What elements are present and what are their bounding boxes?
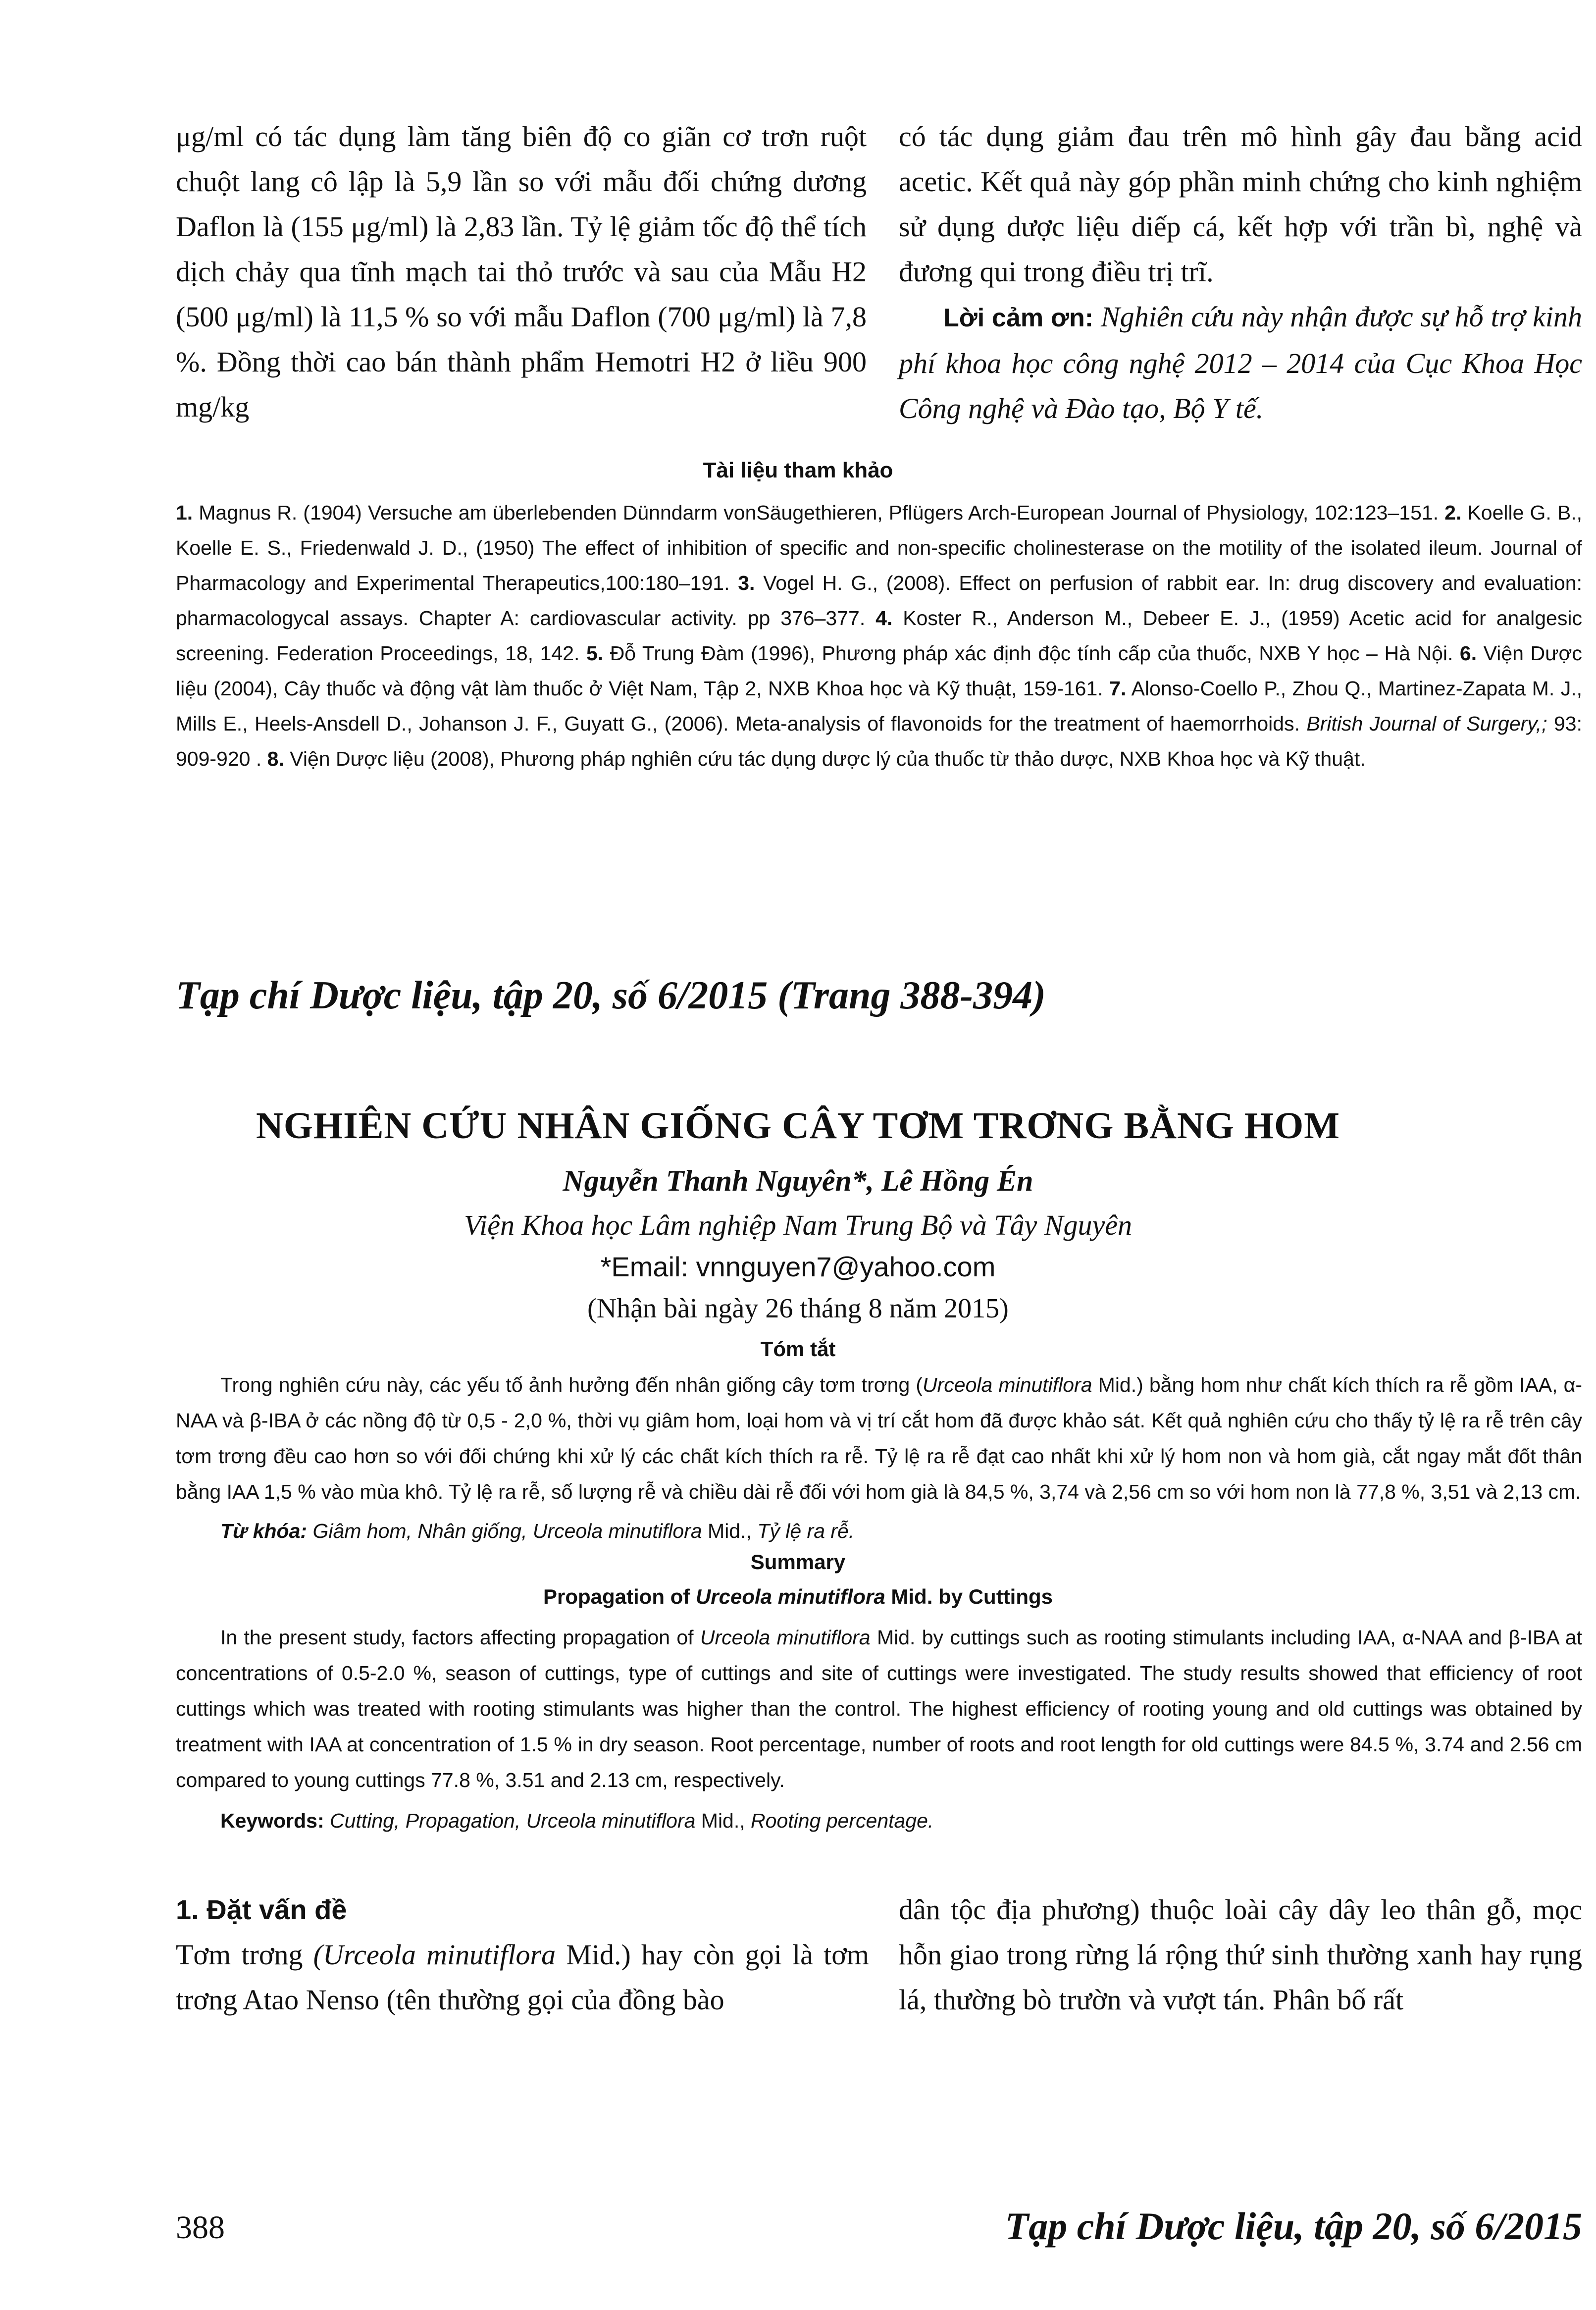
keywords-english xyxy=(220,1803,1582,1838)
journal-citation-line: Tạp chí Dược liệu, tập 20, số 6/2015 (Trang 388-394) xyxy=(176,974,1046,1017)
summary-heading: Summary xyxy=(750,1550,846,1574)
species-name: Urceola minutiflora xyxy=(923,1373,1092,1396)
section-paragraph xyxy=(176,1932,869,2022)
summary-title-part: Mid. by Cuttings xyxy=(885,1585,1053,1608)
top-left-text: μg/ml có tác dụng làm tăng biên độ co giãn cơ trơn ruột chuột lang cô lập là 5,9 lần so với mẫu đối chứng dương Daflon là (155 μg/ml) là 2,83 lần. Tỷ lệ giảm tốc độ thể tích dịch chảy qua tĩnh mạch tai thỏ trước và sau của Mẫu H2 (500 μg/ml) là 11,5 % so với mẫu Daflon (700 μg/ml) là 7,8 %. Đồng thời cao bán thành phẩm Hemotri H2 ở liều 900 mg/kg xyxy=(176,120,867,423)
abstract-heading: Tóm tắt xyxy=(760,1337,836,1361)
reference-number: 1. xyxy=(176,501,193,524)
references-list xyxy=(176,495,1582,777)
abstract-english xyxy=(176,1620,1582,1798)
reference-number: 7. xyxy=(1109,677,1127,700)
species-name: Urceola minutiflora xyxy=(700,1626,871,1649)
reference-text: Alonso-Coello P., Zhou Q., Martinez-Zapata M. J., Mills E., Heels-Ansdell D., Johanson J. F., Guyatt G., (2006). Meta-analysis of flavonoids for the treatment of haemorrhoids. xyxy=(176,677,1582,735)
body-right-column xyxy=(899,1887,1582,2022)
summary-title-part: Propagation of xyxy=(543,1585,696,1608)
keywords-vietnamese xyxy=(220,1513,1582,1549)
reference-number: 2. xyxy=(1444,501,1462,524)
acknowledgement xyxy=(899,294,1582,431)
summary-title xyxy=(0,1585,1596,1609)
references-title: Tài liệu tham khảo xyxy=(703,458,893,482)
section-heading: 1. Đặt vấn đề xyxy=(176,1894,347,1925)
keywords-part: Mid., xyxy=(695,1809,751,1832)
article-authors: Nguyễn Thanh Nguyên*, Lê Hồng Én xyxy=(563,1164,1033,1197)
reference-number: 3. xyxy=(738,572,755,594)
top-right-column xyxy=(899,114,1582,431)
section-text: Tơm trơng xyxy=(176,1939,313,1971)
section-paragraph: dân tộc địa phương) thuộc loài cây dây leo thân gỗ, mọc hỗn giao trong rừng lá rộng thứ sinh thường xanh hay rụng lá, thường bò trườn và vượt tán. Phân bố rất xyxy=(899,1893,1582,2016)
section-text: Mid.) hay còn gọi là tơm trơng Atao Nenso (tên thường gọi của đồng bào xyxy=(176,1939,869,2016)
body-left-column xyxy=(176,1887,869,2022)
keywords-part: Mid., xyxy=(702,1520,758,1542)
reference-text: Đỗ Trung Đàm (1996), Phương pháp xác định độc tính cấp của thuốc, NXB Y học – Hà Nội. xyxy=(610,642,1453,665)
species-name: Urceola minutiflora xyxy=(695,1585,885,1608)
reference-text: Viện Dược liệu (2004), Cây thuốc và động vật làm thuốc ở Việt Nam, Tập 2, NXB Khoa học và Kỹ thuật, 159-161. xyxy=(176,642,1582,700)
keywords-label: Keywords: xyxy=(220,1809,324,1832)
reference-number: 5. xyxy=(586,642,604,665)
acknowledgement-label: Lời cảm ơn: xyxy=(943,304,1094,332)
species-name: (Urceola minutiflora xyxy=(313,1939,556,1971)
acknowledgement-text: Nghiên cứu này nhận được sự hỗ trợ kinh phí khoa học công nghệ 2012 – 2014 của Cục Khoa Học Công nghệ và Đào tạo, Bộ Y tế. xyxy=(899,301,1583,424)
page-number: 388 xyxy=(176,2209,225,2246)
reference-text: Vogel H. G., (2008). Effect on perfusion of rabbit ear. In: drug discovery and evaluation: pharmacologycal assays. Chapter A: cardiovascular activity. pp 376–377. xyxy=(176,572,1582,630)
reference-journal: British Journal of Surgery,; xyxy=(1306,712,1547,735)
top-right-text: có tác dụng giảm đau trên mô hình gây đau bằng acid acetic. Kết quả này góp phần minh chứng cho kinh nghiệm sử dụng dược liệu diếp cá, kết hợp với trần bì, nghệ và đương qui trong điều trị trĩ. xyxy=(899,120,1582,288)
author-email: *Email: vnnguyen7@yahoo.com xyxy=(600,1251,996,1282)
keywords-part: Rooting percentage. xyxy=(751,1809,934,1832)
abstract-vi-part: Mid.) bằng hom như chất kích thích ra rễ gồm IAA, α-NAA và β-IBA ở các nồng độ từ 0,5 - 2,0 %, thời vụ giâm hom, loại hom và vị trí cắt hom đã được khảo sát. Kết quả nghiên cứu cho thấy tỷ lệ ra rễ trên cây tơm trơng đều cao hơn so với đối chứng khi xử lý các chất kích thích ra rễ. Tỷ lệ ra rễ đạt cao nhất khi xử lý hom non và hom già, cắt ngay mắt đốt thân bằng IAA 1,5 % vào mùa khô. Tỷ lệ ra rễ, số lượng rễ và chiều dài rễ đối với hom già là 84,5 %, 3,74 và 2,56 cm so với hom non là 77,8 %, 3,51 và 2,13 cm. xyxy=(176,1373,1582,1503)
keywords-part: Cutting, Propagation, Urceola minutiflora xyxy=(330,1809,696,1832)
abstract-en-part: In the present study, factors affecting propagation of xyxy=(220,1626,700,1649)
keywords-label: Từ khóa: xyxy=(220,1520,308,1542)
top-left-column xyxy=(176,114,867,429)
footer-journal-name: Tạp chí Dược liệu, tập 20, số 6/2015 xyxy=(1005,2205,1582,2248)
reference-text: (1904) Versuche am überlebenden Dünndarm vonSäugethieren, Pflügers Arch-European Journal of Physiology, 102:123–151. xyxy=(303,501,1439,524)
keywords-part: Giâm hom, Nhân giống, Urceola minutiflora xyxy=(312,1520,702,1542)
reference-text: Viện Dược liệu (2008), Phương pháp nghiên cứu tác dụng dược lý của thuốc từ thảo dược, NXB Khoa học và Kỹ thuật. xyxy=(290,747,1366,770)
article-title: NGHIÊN CỨU NHÂN GIỐNG CÂY TƠM TRƠNG BẰNG HOM xyxy=(256,1105,1340,1147)
reference-number: 8. xyxy=(267,747,284,770)
reference-author: Magnus R. xyxy=(199,501,298,524)
keywords-part: Tỷ lệ ra rễ. xyxy=(757,1520,855,1542)
abstract-en-part: Mid. by cuttings such as rooting stimulants including IAA, α-NAA and β-IBA at concentrations of 0.5-2.0 %, season of cuttings, type of cuttings and site of cuttings were investigated. The study results showed that efficiency of root cuttings which was treated with rooting stimulants was higher than the control. The highest efficiency of rooting young and old cuttings was obtained by treatment with IAA at concentration of 1.5 % in dry season. Root percentage, number of roots and root length for old cuttings were 84.5 %, 3.74 and 2.56 cm compared to young cuttings 77.8 %, 3.51 and 2.13 cm, respectively. xyxy=(176,1626,1583,1791)
reference-number: 6. xyxy=(1459,642,1477,665)
received-date: (Nhận bài ngày 26 tháng 8 năm 2015) xyxy=(587,1293,1009,1324)
reference-tail: 93: 909-920 . xyxy=(176,712,1582,770)
reference-text: Koelle G. B., Koelle E. S., Friedenwald J. D., (1950) The effect of inhibition of specific and non-specific cholinesterase on the motility of the isolated ileum. Journal of Pharmacology and Experimental Therapeutics,100:180–191. xyxy=(176,501,1582,594)
reference-text: Koster R., Anderson M., Debeer E. J., (1959) Acetic acid for analgesic screening. Federation Proceedings, 18, 142. xyxy=(176,607,1582,665)
abstract-vietnamese xyxy=(176,1367,1582,1510)
abstract-vi-part: Trong nghiên cứu này, các yếu tố ảnh hưởng đến nhân giống cây tơm trơng ( xyxy=(220,1373,923,1396)
reference-number: 4. xyxy=(875,607,893,630)
author-affiliation: Viện Khoa học Lâm nghiệp Nam Trung Bộ và Tây Nguyên xyxy=(464,1209,1132,1241)
